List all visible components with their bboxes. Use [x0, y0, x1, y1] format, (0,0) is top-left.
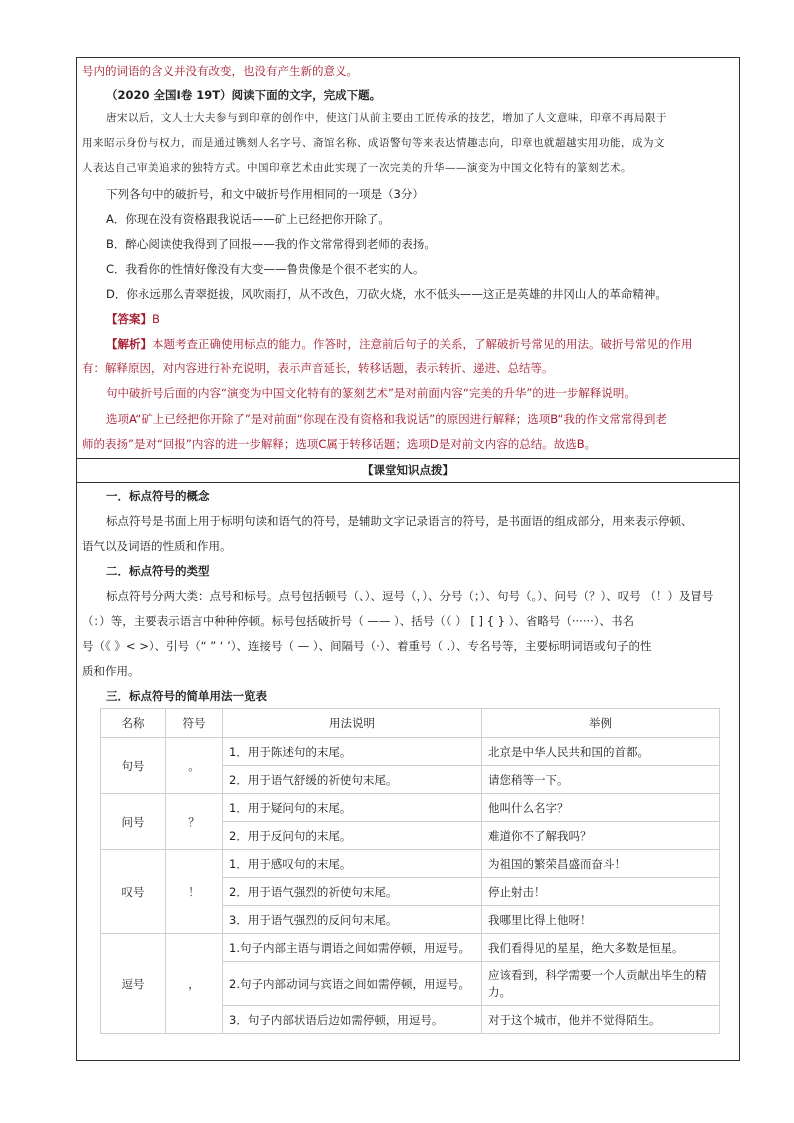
- answer-value: B: [152, 312, 160, 326]
- analysis-text: 本题考查正确使用标点的能力。作答时，注意前后句子的关系，了解破折号常见的用法。破折号常见的作用: [152, 337, 693, 351]
- types-text: （：）等，主要表示语言中种种停顿。标号包括破折号（ —— ）、括号（（ ） [ ] { } ）、省略号（······）、书名: [82, 614, 635, 628]
- cell-usage: 2.句子内部动词与宾语之间如需停顿，用逗号。: [223, 962, 482, 1006]
- header-usage: 用法说明: [223, 709, 482, 738]
- cell-example: 请您稍等一下。: [482, 766, 720, 794]
- exam-heading: [106, 87, 381, 103]
- cell-symbol: 。: [166, 738, 223, 794]
- cell-example: 难道你不了解我吗？: [482, 822, 720, 850]
- types-text: 号（《 》< >）、引号（“ ” ‘ ’）、连接号（ — ）、间隔号（·）、着重号（ .）、专名号等，主要标明词语或句子的性: [82, 639, 652, 653]
- analysis-label: 【解析】: [106, 337, 152, 351]
- cell-usage: 2．用于语气强烈的祈使句末尾。: [223, 878, 482, 906]
- cell-example: 北京是中华人民共和国的首都。: [482, 738, 720, 766]
- answer-line: [106, 311, 160, 327]
- header-symbol: 符号: [166, 709, 223, 738]
- cell-symbol: ，: [166, 934, 223, 1034]
- cell-usage: 2．用于反问句的末尾。: [223, 822, 482, 850]
- cell-usage: 1.句子内部主语与谓语之间如需停顿，用逗号。: [223, 934, 482, 962]
- analysis-line: 选项A“矿上已经把你开除了”是对前面“你现在没有资格和我说话”的原因进行解释；选项B“我的作文常常得到老: [106, 412, 667, 426]
- option-b: B．醉心阅读使我得到了回报——我的作文常常得到老师的表扬。: [106, 237, 436, 251]
- answer-label: 【答案】: [106, 312, 152, 326]
- concept-text: 标点符号是书面上用于标明句读和语气的符号，是辅助文字记录语言的符号，是书面语的组成部分，用来表示停顿、: [106, 514, 693, 528]
- example-line: 力。: [488, 984, 511, 999]
- cell-example: 我哪里比得上他呀！: [482, 906, 720, 934]
- header-name: 名称: [101, 709, 166, 738]
- cell-name: 逗号: [101, 934, 166, 1034]
- cell-usage: 3．句子内部状语后边如需停顿，用逗号。: [223, 1006, 482, 1034]
- exam-instruction: 阅读下面的文字，完成下题。: [231, 88, 382, 102]
- analysis-line: 句中破折号后面的内容“演变为中国文化特有的篆刻艺术”是对前面内容“完美的升华”的进一步解释说明。: [106, 386, 636, 400]
- analysis-line: [106, 336, 693, 352]
- option-d: D．你永远那么青翠挺拔，风吹雨打，从不改色，刀砍火烧，水不低头——这正是英雄的井冈山人的革命精神。: [106, 287, 667, 301]
- analysis-line: 有：解释原因，对内容进行补充说明，表示声音延长，转移话题，表示转折、递进、总结等。: [82, 361, 554, 375]
- cell-usage: 1．用于陈述句的末尾。: [223, 738, 482, 766]
- analysis-line: 师的表扬”是对“回报”内容的进一步解释；选项C属于转移话题；选项D是对前文内容的总结。故选B。: [82, 437, 597, 451]
- passage-line: 用来昭示身份与权力，而是通过镌刻人名字号、斋馆名称、成语警句等来表达情趣志向，印章也就超越实用功能，成为文: [82, 137, 665, 149]
- exam-label: （2020 全国Ⅰ卷 19T）: [106, 88, 232, 102]
- table-header-row: [101, 709, 720, 738]
- types-text: 标点符号分两大类：点号和标号。点号包括顿号（、）、逗号（，）、分号（；）、句号（。）、问号（？）、叹号 （！）及冒号: [106, 589, 714, 603]
- passage-line: 人表达自己审美追求的独特方式。中国印章艺术由此实现了一次完美的升华——演变为中国文化特有的篆刻艺术。: [82, 162, 632, 174]
- cell-example: 我们看得见的星星，绝大多数是恒星。: [482, 934, 720, 962]
- cell-usage: 1．用于感叹句的末尾。: [223, 850, 482, 878]
- cell-example: 对于这个城市，他并不觉得陌生。: [482, 1006, 720, 1034]
- question-text: 下列各句中的破折号，和文中破折号作用相同的一项是（3分）: [106, 187, 424, 201]
- option-c: C．我看你的性情好像没有大变——鲁贵像是个很不老实的人。: [106, 262, 425, 276]
- cell-usage: 2．用于语气舒缓的祈使句末尾。: [223, 766, 482, 794]
- cell-name: 叹号: [101, 850, 166, 934]
- example-line: 应该看到，科学需要一个人贡献出毕生的精: [488, 967, 707, 982]
- cell-example: [482, 962, 720, 1006]
- header-example: 举例: [482, 709, 720, 738]
- table-row: [101, 738, 720, 766]
- passage-line: 唐宋以后，文人士大夫参与到印章的创作中，使这门从前主要由工匠传承的技艺，增加了人文意味，印章不再局限于: [106, 112, 667, 124]
- cell-name: 问号: [101, 794, 166, 850]
- cell-symbol: ？: [166, 794, 223, 850]
- cell-example: 他叫什么名字？: [482, 794, 720, 822]
- cell-name: 句号: [101, 738, 166, 794]
- heading-concept: 一．标点符号的概念: [106, 489, 210, 503]
- divider: [76, 458, 740, 459]
- heading-table: 三．标点符号的简单用法一览表: [106, 689, 267, 703]
- table-row: [101, 794, 720, 822]
- cell-usage: 1．用于疑问句的末尾。: [223, 794, 482, 822]
- punctuation-table: [100, 708, 720, 1034]
- table-row: [101, 934, 720, 962]
- concept-text: 语气以及词语的性质和作用。: [82, 539, 232, 553]
- types-text: 质和作用。: [82, 664, 140, 678]
- divider: [76, 482, 740, 483]
- table-row: [101, 850, 720, 878]
- heading-types: 二．标点符号的类型: [106, 564, 210, 578]
- knowledge-title: 【课堂知识点拨】: [362, 463, 454, 477]
- cell-example: 停止射击！: [482, 878, 720, 906]
- cell-usage: 3．用于语气强烈的反问句末尾。: [223, 906, 482, 934]
- cell-example: 为祖国的繁荣昌盛而奋斗！: [482, 850, 720, 878]
- option-a: A．你现在没有资格跟我说话——矿上已经把你开除了。: [106, 212, 390, 226]
- continued-text: 号内的词语的含义并没有改变，也没有产生新的意义。: [82, 64, 358, 78]
- cell-symbol: ！: [166, 850, 223, 934]
